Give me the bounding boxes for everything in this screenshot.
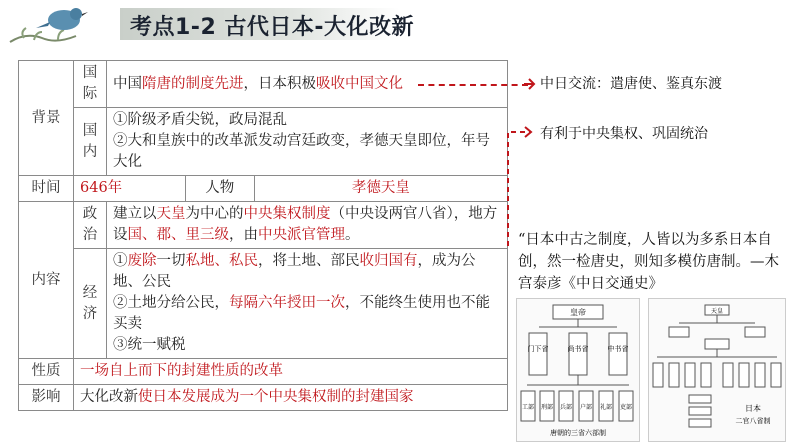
politics-text bbox=[107, 202, 508, 249]
time-label: 时间 bbox=[19, 176, 74, 202]
quote-text: “日本中古之制度，人皆以为多系日本自创，然一检唐史，则知多模仿唐制。—木宫泰彦《中日交通史》 bbox=[518, 232, 779, 292]
arrow-head-exchange-icon bbox=[524, 78, 536, 90]
domestic-line1: ①阶级矛盾尖锐，政局混乱 bbox=[113, 112, 287, 129]
eco-1d: ，成为公地、公民 bbox=[113, 253, 476, 291]
impact-1: 大化改新 bbox=[80, 389, 138, 406]
intl-text-1: 中国 bbox=[113, 75, 142, 92]
eco-1r2: 私地、私民 bbox=[185, 253, 258, 270]
tang-dept-2: 尚书省 bbox=[567, 345, 589, 353]
japan-diagram-svg bbox=[649, 299, 785, 441]
japan-caption-1: 日本 bbox=[745, 404, 761, 413]
politics-r3: 国、郡、里三级 bbox=[127, 227, 229, 244]
politics-p5: 。 bbox=[345, 227, 360, 244]
intl-text-red1: 隋唐的制度先进 bbox=[142, 75, 244, 92]
economy-item-1 bbox=[113, 251, 501, 293]
eco-1b: 一切 bbox=[156, 253, 186, 270]
bird-decoration-icon bbox=[6, 2, 102, 48]
tang-caption: 唐朝的三省六部制 bbox=[550, 429, 606, 437]
politics-label: 政治 bbox=[74, 202, 107, 249]
tang-top-label: 皇帝 bbox=[570, 308, 586, 317]
tang-ministry-1: 工部 bbox=[521, 404, 535, 411]
tang-dept-3: 中书省 bbox=[607, 345, 629, 353]
impact-red: 使日本发展成为一个中央集权制的封建国家 bbox=[138, 389, 414, 406]
intl-text-2: ，日本积极 bbox=[243, 75, 316, 92]
reform-table bbox=[18, 60, 508, 411]
tang-system-diagram bbox=[516, 298, 640, 442]
japan-top-label: 天皇 bbox=[710, 308, 724, 315]
domestic-line2: ②大和皇族中的改革派发动宫廷政变，孝德天皇即位，年号大化 bbox=[113, 133, 490, 171]
domestic-text bbox=[107, 108, 508, 176]
time-value: 646年 bbox=[74, 176, 186, 202]
page-title: 考点1-2 古代日本-大化改新 bbox=[130, 15, 415, 40]
person-label: 人物 bbox=[185, 176, 254, 202]
eco-2r: 每隔六年授田一次 bbox=[229, 295, 345, 312]
economy-item-2 bbox=[113, 293, 501, 335]
economy-label: 经济 bbox=[74, 249, 107, 359]
politics-r2: 中央集权制度 bbox=[243, 206, 331, 223]
economy-text bbox=[107, 249, 508, 359]
nature-value: 一场自上而下的封建性质的改革 bbox=[74, 359, 508, 385]
eco-1c: ，将土地、部民 bbox=[258, 253, 360, 270]
japan-system-diagram bbox=[648, 298, 786, 442]
intl-label: 国际 bbox=[74, 61, 107, 108]
eco-1r1: 废除 bbox=[127, 253, 157, 270]
arrow-exchange bbox=[418, 84, 528, 86]
tang-ministry-6: 吏部 bbox=[619, 404, 633, 411]
intl-text-red2: 吸收中国文化 bbox=[316, 75, 403, 92]
politics-p2: 为中心的 bbox=[185, 206, 244, 223]
tang-ministry-3: 兵部 bbox=[559, 404, 573, 411]
title-bar bbox=[0, 0, 794, 48]
content-label: 内容 bbox=[19, 202, 74, 359]
politics-p4: ，由 bbox=[229, 227, 258, 244]
background-label: 背景 bbox=[19, 61, 74, 176]
eco-1a: ① bbox=[113, 253, 128, 270]
politics-r1: 天皇 bbox=[156, 206, 186, 223]
tang-ministry-5: 礼部 bbox=[599, 404, 613, 411]
nature-label: 性质 bbox=[19, 359, 74, 385]
economy-item-3: ③统一赋税 bbox=[113, 337, 186, 354]
tang-ministry-2: 刑部 bbox=[540, 404, 554, 411]
person-value: 孝德天皇 bbox=[254, 176, 507, 202]
note-centralize: 有利于中央集权、巩固统治 bbox=[540, 126, 708, 142]
eco-2a: ②土地分给公民， bbox=[113, 295, 229, 312]
tang-dept-1: 门下省 bbox=[527, 345, 549, 353]
japan-caption-2: 二官八省制 bbox=[735, 417, 771, 425]
note-exchange: 中日交流：遣唐使、鉴真东渡 bbox=[540, 76, 722, 92]
domestic-label: 国内 bbox=[74, 108, 107, 176]
tang-ministry-4: 户部 bbox=[579, 404, 593, 411]
politics-p3: （中央设两官八省），地方设 bbox=[113, 206, 498, 244]
eco-2b: ，不能终生使用也不能买卖 bbox=[113, 295, 490, 333]
tang-diagram-svg bbox=[517, 299, 639, 441]
impact-label: 影响 bbox=[19, 385, 74, 411]
impact-value bbox=[74, 385, 508, 411]
eco-1r3: 收归国有 bbox=[359, 253, 418, 270]
politics-p1: 建立以 bbox=[113, 206, 157, 223]
politics-r4: 中央派官管理 bbox=[258, 227, 345, 244]
